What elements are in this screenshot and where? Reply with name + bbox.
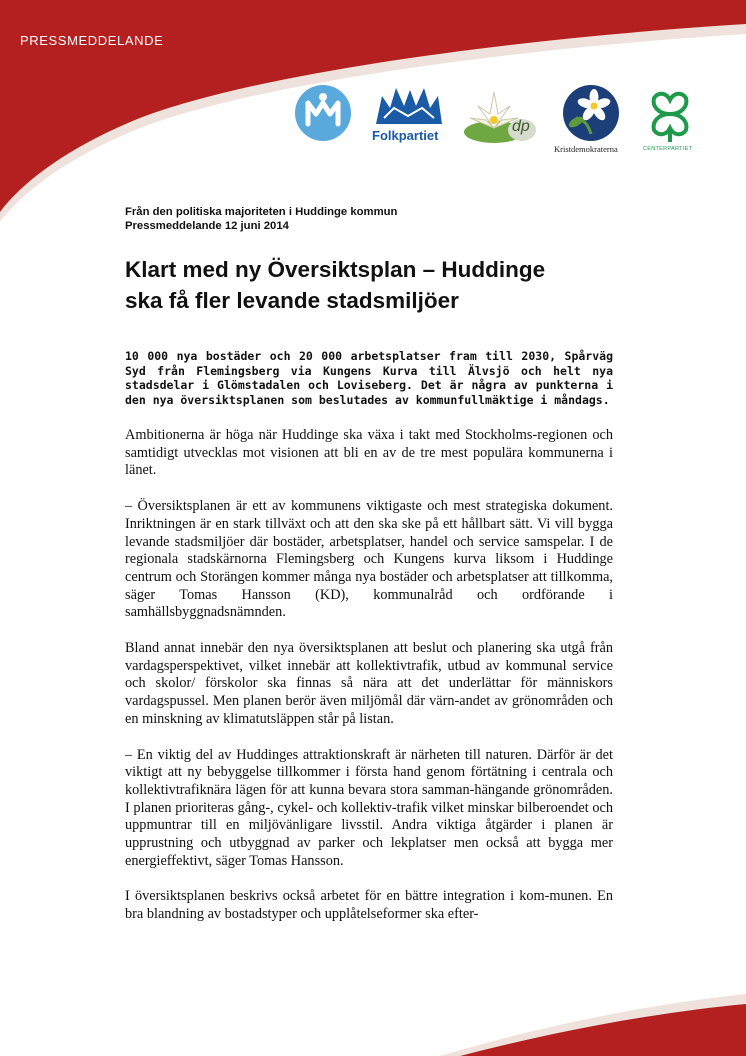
body-paragraph-1: Ambitionerna är höga när Huddinge ska växa i takt med Stockholms-regionen och samtidigt utvecklas mot visionen att bli en av de tre mest populära kommunerna i länet. [125,427,613,479]
kristdemokraterna-logo [554,84,628,160]
press-release-body [125,205,613,924]
anemone-flower-icon [554,84,628,142]
footer-banner [0,990,746,1056]
water-lily-icon [460,84,538,148]
date-line: Pressmeddelande 12 juni 2014 [125,220,289,232]
centerpartiet-logo [640,84,700,160]
body-paragraph-4: – En viktig del av Huddinges attraktionskraft är närheten till naturen. Därför är det viktigt att ny bebyggelse tillkommer i första hand genom förtätning i centrala och kollektivtrafiknära lägen för att kunna bevara stora samman-hängande grönområden. I planen prioriteras gång-, cykel- och kollektiv-trafik vilket minskar bilberoendet och uppmuntrar till en miljövänligare livsstil. Andra viktiga åtgärder i planen är upprustning och utbyggnad av parker och lekplatser men också att bygga mer energieffektivt, säger Tomas Hansson. [125,746,613,869]
moderaterna-m-icon [294,84,352,142]
four-leaf-clover-icon [640,84,700,144]
folkpartiet-caption: Folkpartiet [372,128,439,143]
folkpartiet-logo [372,84,444,148]
centerpartiet-caption: CENTERPARTIET [643,146,693,152]
body-paragraph-5: I översiktsplanen beskrivs också arbetet för en bättre integration i kom-munen. En bra blandning av bostadstyper och upplåtelseformer ska efter- [125,888,613,923]
folkpartiet-star-icon [372,84,444,126]
headline-line-1: Klart med ny Översiktsplan – Huddinge [125,257,546,282]
body-paragraph-2: – Översiktsplanen är ett av kommunens viktigaste och mest strategiska dokument. Inriktningen är en stark tillväxt och att den ska ske på ett hållbart sätt. Vi vill bygga levande stadsmiljöer där bostäder, arbetsplatser, handel och service samspelar. I de regionala stadskärnorna Flemingsberg och Kungens kurva liksom i Huddinge centrum och Storängen kommer många nya bostäder och arbetsplatser att tillkomma, säger Tomas Hansson (KD), kommunalråd och ordförande i samhällsbyggnadsnämnden. [125,498,613,621]
party-logos [290,84,710,160]
lead-paragraph: 10 000 nya bostäder och 20 000 arbetsplatser fram till 2030, Spårväg Syd från Flemingsberg via Kungens Kurva till Älvsjö och helt nya stadsdelar i Glömstadalen och Loviseberg. Det är några av punkterna i den nya översiktsplanen som beslutades av kommunfullmäktige i måndags. [125,349,613,407]
source-line: Från den politiska majoriteten i Huddinge kommun [125,206,398,218]
header-label: PRESSMEDDELANDE [20,33,164,48]
moderaterna-logo [294,84,352,142]
headline [125,254,613,316]
huddingepartiet-logo [460,84,538,148]
huddingepartiet-caption: dp [512,118,530,135]
body-paragraph-3: Bland annat innebär den nya översiktsplanen att beslut och planering ska utgå från vardagsperspektivet, vilket innebär att kollektivtrafik, utbud av kommunal service och skolor/ förskolor ska finnas så nära att det underlättar för människors vardagspussel. Men planen berör även miljömål där värn-andet av grönområden och en minskning av klimatutsläppen står på listan. [125,640,613,727]
headline-line-2: ska få fler levande stadsmiljöer [125,288,459,313]
kristdemokraterna-caption: Kristdemokraterna [554,144,618,154]
